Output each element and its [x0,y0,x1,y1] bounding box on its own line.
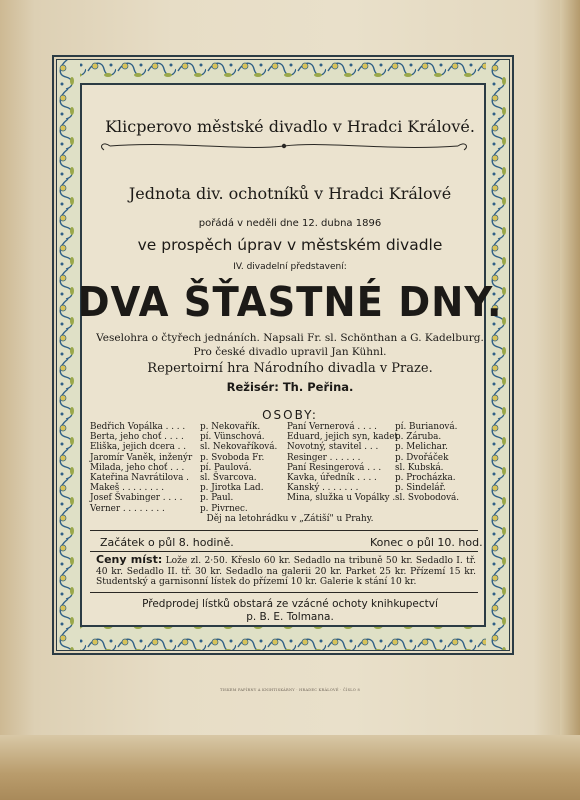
prices-label: Ceny míst: [96,553,163,566]
cast-leader-dots: . . . . . . . [319,483,359,494]
flourish-divider-icon [90,139,478,153]
prices-text: Lože zl. 2·50. Křeslo 60 kr. Sedadlo na tribuně 50 kr. Sedadlo I. tř. 40 kr. Sedadlo II. tř. 30 kr. Sedadlo na galerii 20 kr. Parket 25 kr. Přízemí 15 kr. Studentský a garnisonní lístek do přízemí 10 kr. Galerie k stání 10 kr. [96,556,476,588]
cast-row [287,463,487,473]
cast-actor: pí. Paulová. [200,462,252,473]
cast-actor: p. Paul. [200,493,234,504]
cast-row [287,473,487,483]
cast-row [287,453,487,463]
cast-row [287,442,487,452]
cast-leader-dots: . . . [364,462,382,473]
cast-list-right [287,422,487,504]
cast-row [90,442,290,452]
cast-actor: sl. Svobodová. [395,493,460,504]
cast-row [90,504,290,514]
cast-row [90,463,290,473]
scene-setting: Děj na letohrádku v „Zátiší" u Prahy. [206,514,374,524]
cast-actor: p. Procházka. [395,472,456,483]
cast-actor: p. Jirotka Lad. [200,483,264,494]
mount-edge [0,735,580,800]
cast-leader-dots: . . [174,442,186,453]
cast-leader-dots: . [389,493,396,504]
cast-row [287,483,487,493]
cast-role: Eduard, jejich syn, kadet [287,432,398,443]
cast-leader-dots: . . . . [354,422,377,432]
cast-row [90,493,290,503]
cast-row [287,432,487,442]
cast-leader-dots: . [183,472,189,483]
printer-imprint: TISKEM PAPÍRNY A KNIHTISKÁRNY · HRADEC KRÁLOVÉ · ČÍSLO 8 [219,688,361,692]
cast-row [287,493,487,503]
date-line: pořádá v neděli dne 12. dubna 1896 [198,218,382,229]
cast-role: Milada, jeho choť [90,462,168,473]
cast-leader-dots: . . . [361,442,379,453]
cast-role: Kateřina Navrátilova [90,472,184,483]
cast-role: Mina, služka u Vopálky [287,493,390,504]
cast-row [90,483,290,493]
cast-actor: sl. Švarcova. [200,472,257,483]
cast-row [90,473,290,483]
repertoire-note: Repertoirní hra Národního divadla v Praze. [147,361,433,376]
cast-row [287,422,487,432]
cast-actor: p. Záruba. [395,432,442,443]
play-title: DVA ŠŤASTNÉ DNY. [77,278,503,326]
performance-number: IV. divadelní představení: [233,262,347,272]
cast-row [90,453,290,463]
play-subtitle: Veselohra o čtyřech jednáních. Napsali Fr. sl. Schönthan a G. Kadelburg. [96,332,484,344]
start-time: Začátek o půl 8. hodině. [100,536,234,549]
cast-role: Paní Vernerová [287,422,355,432]
cast-leader-dots: . . . [167,462,185,473]
director-line: Režisér: Th. Peřina. [226,380,354,394]
cast-role: Josef Švabinger [90,493,160,504]
cast-leader-dots: . . . . . . [326,452,361,463]
cast-leader-dots: . . . . . . . . [120,503,165,514]
cast-role: Kanský [287,483,320,494]
cast-list-left [90,422,290,514]
society-name: Jednota div. ochotníků v Hradci Králové [128,184,452,203]
cast-leader-dots: . . . . [162,422,186,432]
benefit-line: ve prospěch úprav v městském divadle [137,236,443,254]
cast-actor: p. Melichar. [395,442,448,453]
cast-heading: OSOBY: [262,408,318,422]
cast-role: Resinger [287,452,327,463]
cast-actor: p. Svoboda Fr. [200,452,265,463]
cast-role: Makeš [90,483,120,494]
cast-role: Bedřich Vopálka [90,422,163,432]
ticket-prices [96,555,476,588]
presale-bookshop: p. B. E. Tolmana. [246,611,334,623]
cast-row [90,422,290,432]
cast-actor: pí. Burianová. [395,422,458,432]
cast-actor: sl. Nekovaříková. [200,442,278,453]
cast-row [90,432,290,442]
cast-role: Eliška, jejich dcera [90,442,175,453]
cast-role: Berta, jeho choť [90,432,162,443]
cast-actor: p. Pivrnec. [200,503,248,514]
cast-role: Kavka, úředník [287,472,355,483]
cast-actor: p. Dvořáček [395,452,449,463]
adaptation-credit: Pro české divadlo upravil Jan Kühnl. [193,346,387,358]
cast-leader-dots: . . . . [354,472,377,483]
cast-role: Jaromír Vaněk, inženýr [90,452,193,463]
presale-note: Předprodej lístků obstará ze vzácné ochoty knihkupectví [142,598,438,610]
cast-actor: p. Nekovařík. [200,422,261,432]
cast-leader-dots: . . . . [160,493,183,504]
cast-leader-dots: . . . . . . . . [119,483,165,494]
cast-role: Paní Resingerová [287,462,365,473]
theatre-name: Klicperovo městské divadlo v Hradci Králové. [105,117,475,136]
cast-leader-dots: . . . . [161,432,184,443]
cast-role: Verner [90,503,121,514]
cast-actor: p. Sindelář. [395,483,446,494]
cast-actor: sl. Kubská. [395,462,444,473]
cast-role: Novotný, stavitel [287,442,362,453]
divider-rule [90,592,478,593]
divider-rule [90,530,478,531]
end-time: Konec o půl 10. hod. [370,536,483,549]
cast-actor: pí. Vünschová. [200,432,265,443]
divider-rule [90,551,478,552]
